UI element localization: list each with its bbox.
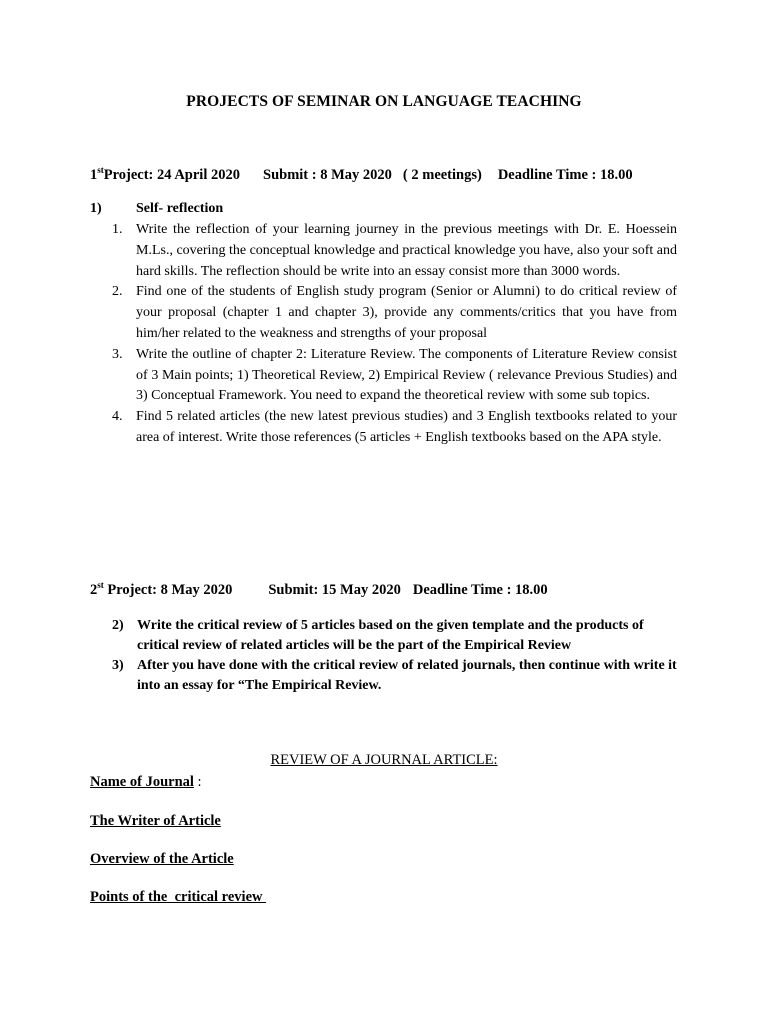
list-item: 4. Find 5 related articles (the new latest previous studies) and 3 English textbooks related to your area of interest. Write those references (5 articles + English textbooks based on the APA style.	[112, 409, 677, 445]
list-item: 2. Find one of the students of English study program (Senior or Alumni) to do critical review of your proposal (chapter 1 and chapter 3), provide any comments/critics that you have from him/her related to the weakness and strengths of your proposal	[112, 284, 677, 341]
list-item: 2) Write the critical review of 5 articles based on the given template and the products of critical review of related articles will be the part of the Empirical Review	[112, 618, 644, 653]
project1-deadline: Deadline Time : 18.00	[497, 167, 633, 183]
overview-field: Overview of the Article	[90, 851, 234, 867]
name-of-journal-field: Name of Journal :	[90, 774, 202, 790]
project1-label: 1stProject: 24 April 2020	[90, 165, 240, 183]
document-title: PROJECTS OF SEMINAR ON LANGUAGE TEACHING	[186, 93, 582, 110]
project2-label: 2st Project: 8 May 2020	[90, 580, 233, 598]
section2-list	[112, 616, 677, 696]
section1-heading: 1) Self- reflection	[90, 201, 224, 216]
project1-line	[90, 167, 633, 184]
project1-submit: Submit : 8 May 2020	[263, 167, 392, 183]
list-item: 3) After you have done with the critical review of related journals, then continue with write it into an essay for “The Empirical Review.	[112, 658, 677, 693]
project2-line	[90, 582, 548, 599]
list-item: 1. Write the reflection of your learning journey in the previous meetings with Dr. E. Hoessein M.Ls., covering the conceptual knowledge and practical knowledge you have, also your soft and hard skills. The reflection should be write into an essay consist more than 3000 words.	[112, 222, 677, 279]
points-of-review-field: Points of the critical review	[90, 889, 267, 905]
project2-deadline: Deadline Time : 18.00	[412, 582, 548, 598]
review-heading: REVIEW OF A JOURNAL ARTICLE:	[270, 752, 498, 768]
list-item: 3. Write the outline of chapter 2: Literature Review. The components of Literature Review consist of 3 Main points; 1) Theoretical Review, 2) Empirical Review ( relevance Previous Studies) and 3) Conceptual Framework. You need to expand the theoretical review with some sub topics.	[112, 346, 677, 404]
section1-list	[112, 220, 677, 449]
writer-of-article-field: The Writer of Article	[90, 813, 221, 829]
project2-submit: Submit: 15 May 2020	[268, 582, 401, 598]
project1-meetings: ( 2 meetings)	[402, 167, 482, 183]
